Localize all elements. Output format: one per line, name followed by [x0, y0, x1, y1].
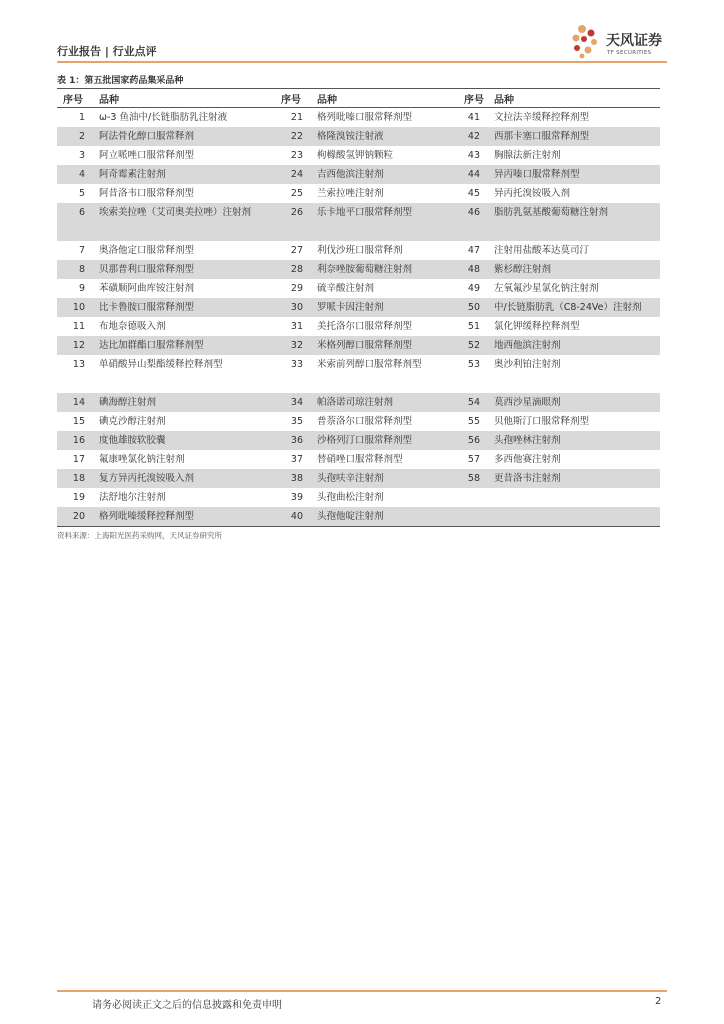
- drug-name-cell: 达比加群酯口服常释剂型: [95, 336, 275, 355]
- drug-name-cell: 脂肪乳氨基酸葡萄糖注射剂: [490, 203, 660, 241]
- table-row: [57, 203, 660, 241]
- row-number-cell: 2: [57, 127, 95, 146]
- row-number-cell: 10: [57, 298, 95, 317]
- drug-name-cell: 利伐沙班口服常释剂: [317, 245, 403, 256]
- drug-name-cell: ω-3 鱼油中/长链脂肪乳注射液: [99, 112, 228, 123]
- table-row: [57, 317, 660, 336]
- drug-name-cell: 头孢曲松注射剂: [317, 492, 384, 503]
- drug-name-cell: 度他雄胺软胶囊: [95, 431, 275, 450]
- drug-name-cell: 多西他赛注射剂: [494, 454, 561, 465]
- drug-name-cell: 帕洛诺司琼注射剂: [313, 393, 458, 412]
- drug-name-cell: 碘克沙醇注射剂: [99, 416, 166, 427]
- row-number-cell: 27: [290, 245, 303, 256]
- drug-name-cell: 奥沙利铂注射剂: [494, 359, 561, 370]
- row-number-cell: 5: [78, 188, 85, 199]
- row-number-cell: 33: [290, 359, 303, 370]
- table-row: [57, 108, 660, 128]
- row-number-cell: 16: [57, 431, 95, 450]
- drug-name-cell: 吉西他滨注射剂: [313, 165, 458, 184]
- table-row: [57, 184, 660, 203]
- drug-name-cell: 比卡鲁胺口服常释剂型: [95, 298, 275, 317]
- drug-name-cell: 法舒地尔注射剂: [99, 492, 166, 503]
- row-number-cell: 18: [57, 469, 95, 488]
- row-number-cell: 21: [290, 112, 303, 123]
- drug-name-cell: 异丙嗪口服常释剂型: [490, 165, 660, 184]
- row-number-cell: 17: [72, 454, 85, 465]
- row-number-cell: 34: [275, 393, 313, 412]
- footer-divider: [57, 990, 667, 992]
- drug-table-container: [57, 88, 660, 527]
- row-number-cell: 54: [458, 393, 490, 412]
- row-number-cell: 52: [458, 336, 490, 355]
- table-row: [57, 127, 660, 146]
- row-number-cell: 46: [458, 203, 490, 241]
- drug-name-cell: 阿奇霉素注射剂: [95, 165, 275, 184]
- drug-name-cell: 贝他斯汀口服常释剂型: [494, 416, 590, 427]
- row-number-cell: 28: [275, 260, 313, 279]
- row-number-cell: 38: [275, 469, 313, 488]
- row-number-cell: 13: [72, 359, 85, 370]
- table-row: [57, 260, 660, 279]
- row-number-cell: 35: [290, 416, 303, 427]
- row-number-cell: 26: [275, 203, 313, 241]
- page-number: 2: [655, 996, 662, 1007]
- drug-name-cell: 沙格列汀口服常释剂型: [313, 431, 458, 450]
- row-number-cell: 19: [72, 492, 85, 503]
- drug-name-cell: 格列吡嗪缓释控释剂型: [95, 507, 275, 527]
- row-number-cell: 51: [467, 321, 480, 332]
- row-number-cell: 56: [458, 431, 490, 450]
- drug-name-cell: 复方异丙托溴铵吸入剂: [95, 469, 275, 488]
- drug-name-cell: 文拉法辛缓释控释剂型: [494, 112, 590, 123]
- drug-name-cell: 利奈唑胺葡萄糖注射剂: [313, 260, 458, 279]
- row-number-cell: 12: [57, 336, 95, 355]
- row-number-cell: 44: [458, 165, 490, 184]
- drug-name-cell: 氟康唑氯化钠注射剂: [99, 454, 185, 465]
- source-note: 资料来源：上海阳光医药采购网，天风证券研究所: [57, 531, 222, 540]
- drug-name-cell: 地西他滨注射剂: [490, 336, 660, 355]
- row-number-cell: 53: [467, 359, 480, 370]
- row-number-cell: 47: [467, 245, 480, 256]
- table-row: [57, 450, 660, 469]
- brand-logo: [568, 22, 678, 62]
- row-number-cell: 23: [290, 150, 303, 161]
- drug-name-cell: 头孢呋辛注射剂: [313, 469, 458, 488]
- footer-disclaimer: 请务必阅读正文之后的信息披露和免责申明: [92, 1000, 282, 1011]
- drug-name-cell: 布地奈德吸入剂: [99, 321, 166, 332]
- table-title: 表 1：第五批国家药品集采品种: [57, 76, 184, 86]
- table-row: [57, 507, 660, 527]
- header-cell: 品种: [490, 89, 660, 108]
- drug-name-cell: 格隆溴铵注射液: [313, 127, 458, 146]
- drug-name-cell: 阿立哌唑口服常释剂型: [99, 150, 195, 161]
- row-number-cell: 15: [72, 416, 85, 427]
- row-number-cell: 3: [78, 150, 85, 161]
- drug-name-cell: 头孢他啶注射剂: [313, 507, 458, 527]
- table-row: [57, 165, 660, 184]
- row-number-cell: 41: [467, 112, 480, 123]
- drug-name-cell: 乐卡地平口服常释剂型: [313, 203, 458, 241]
- drug-name-cell: 单硝酸异山梨酯缓释控释剂型: [99, 359, 223, 370]
- header-divider: [57, 61, 667, 63]
- row-number-cell: 1: [78, 112, 85, 123]
- row-number-cell: 45: [467, 188, 480, 199]
- drug-name-cell: 紫杉醇注射剂: [490, 260, 660, 279]
- header-breadcrumb: 行业报告 | 行业点评: [57, 45, 157, 58]
- row-number-cell: 32: [275, 336, 313, 355]
- drug-name-cell: 阿昔洛韦口服常释剂型: [99, 188, 195, 199]
- row-number-cell: 37: [290, 454, 303, 465]
- table-row: [57, 412, 660, 431]
- drug-name-cell: 碘海醇注射剂: [95, 393, 275, 412]
- header-cell: 序号: [458, 89, 490, 108]
- row-number-cell: 9: [78, 283, 85, 294]
- row-number-cell: 20: [57, 507, 95, 527]
- drug-name-cell: 美托洛尔口服常释剂型: [317, 321, 413, 332]
- row-number-cell: 40: [275, 507, 313, 527]
- drug-name-cell: 替硝唑口服常释剂型: [317, 454, 403, 465]
- header-cell: 品种: [95, 89, 275, 108]
- drug-name-cell: 普萘洛尔口服常释剂型: [317, 416, 413, 427]
- row-number-cell: 57: [467, 454, 480, 465]
- header-cell: 序号: [57, 89, 95, 108]
- drug-name-cell: 氯化钾缓释控释剂型: [494, 321, 580, 332]
- drug-name-cell: 中/长链脂肪乳（C8-24Ve）注射剂: [490, 298, 660, 317]
- header-cell: 序号: [275, 89, 313, 108]
- row-number-cell: 55: [467, 416, 480, 427]
- drug-name-cell: 莫西沙星滴眼剂: [490, 393, 660, 412]
- drug-name-cell: 米格列醇口服常释剂型: [313, 336, 458, 355]
- drug-name-cell: 异丙托溴铵吸入剂: [494, 188, 571, 199]
- row-number-cell: 58: [458, 469, 490, 488]
- row-number-cell: 48: [458, 260, 490, 279]
- table-row: [57, 431, 660, 450]
- drug-name-cell: 枸橼酸氢钾钠颗粒: [317, 150, 394, 161]
- table-row: [57, 336, 660, 355]
- row-number-cell: 43: [467, 150, 480, 161]
- drug-name-cell: 左氧氟沙星氯化钠注射剂: [494, 283, 599, 294]
- row-number-cell: 11: [72, 321, 85, 332]
- drug-name-cell: 硫辛酸注射剂: [317, 283, 375, 294]
- drug-name-cell: 罗哌卡因注射剂: [313, 298, 458, 317]
- drug-name-cell: 阿法骨化醇口服常释剂: [95, 127, 275, 146]
- drug-name-cell: 头孢唑林注射剂: [490, 431, 660, 450]
- drug-name-cell: 西那卡塞口服常释剂型: [490, 127, 660, 146]
- row-number-cell: 36: [275, 431, 313, 450]
- drug-name-cell: 苯磺顺阿曲库铵注射剂: [99, 283, 195, 294]
- row-number-cell: 29: [290, 283, 303, 294]
- row-number-cell: 42: [458, 127, 490, 146]
- table-row: [57, 241, 660, 260]
- logo-cn-text: 天风证券: [606, 33, 662, 49]
- table-header-row: [57, 89, 660, 108]
- stylized-flower-logo-icon: [568, 22, 604, 60]
- row-number-cell: [458, 507, 490, 527]
- row-number-cell: 50: [458, 298, 490, 317]
- row-number-cell: 25: [290, 188, 303, 199]
- drug-name-cell: 格列吡嗪口服常释剂型: [317, 112, 413, 123]
- table-row: [57, 393, 660, 412]
- logo-en-text: TF SECURITIES: [607, 50, 652, 56]
- drug-name-cell: 米索前列醇口服常释剂型: [317, 359, 422, 370]
- row-number-cell: 31: [290, 321, 303, 332]
- row-number-cell: 4: [57, 165, 95, 184]
- drug-name-cell: 更昔洛韦注射剂: [490, 469, 660, 488]
- drug-name-cell: 埃索美拉唑（艾司奥美拉唑）注射剂: [95, 203, 275, 241]
- table-row: [57, 146, 660, 165]
- drug-name-cell: [490, 488, 660, 507]
- table-body: [57, 108, 660, 527]
- drug-name-cell: 奥洛他定口服常释剂型: [99, 245, 195, 256]
- row-number-cell: 6: [57, 203, 95, 241]
- row-number-cell: 30: [275, 298, 313, 317]
- drug-name-cell: 胸腺法新注射剂: [494, 150, 561, 161]
- drug-name-cell: 注射用盐酸苯达莫司汀: [494, 245, 590, 256]
- table-row: [57, 355, 660, 393]
- row-number-cell: 22: [275, 127, 313, 146]
- row-number-cell: 49: [467, 283, 480, 294]
- drug-name-cell: [490, 507, 660, 527]
- row-number-cell: 14: [57, 393, 95, 412]
- drug-table: [57, 88, 660, 527]
- drug-name-cell: 兰索拉唑注射剂: [317, 188, 384, 199]
- row-number-cell: 24: [275, 165, 313, 184]
- table-row: [57, 279, 660, 298]
- row-number-cell: 8: [57, 260, 95, 279]
- table-row: [57, 298, 660, 317]
- row-number-cell: [458, 488, 490, 507]
- drug-name-cell: 贝那普利口服常释剂型: [95, 260, 275, 279]
- table-row: [57, 488, 660, 507]
- row-number-cell: 39: [290, 492, 303, 503]
- table-row: [57, 469, 660, 488]
- header-cell: 品种: [313, 89, 458, 108]
- row-number-cell: 7: [78, 245, 85, 256]
